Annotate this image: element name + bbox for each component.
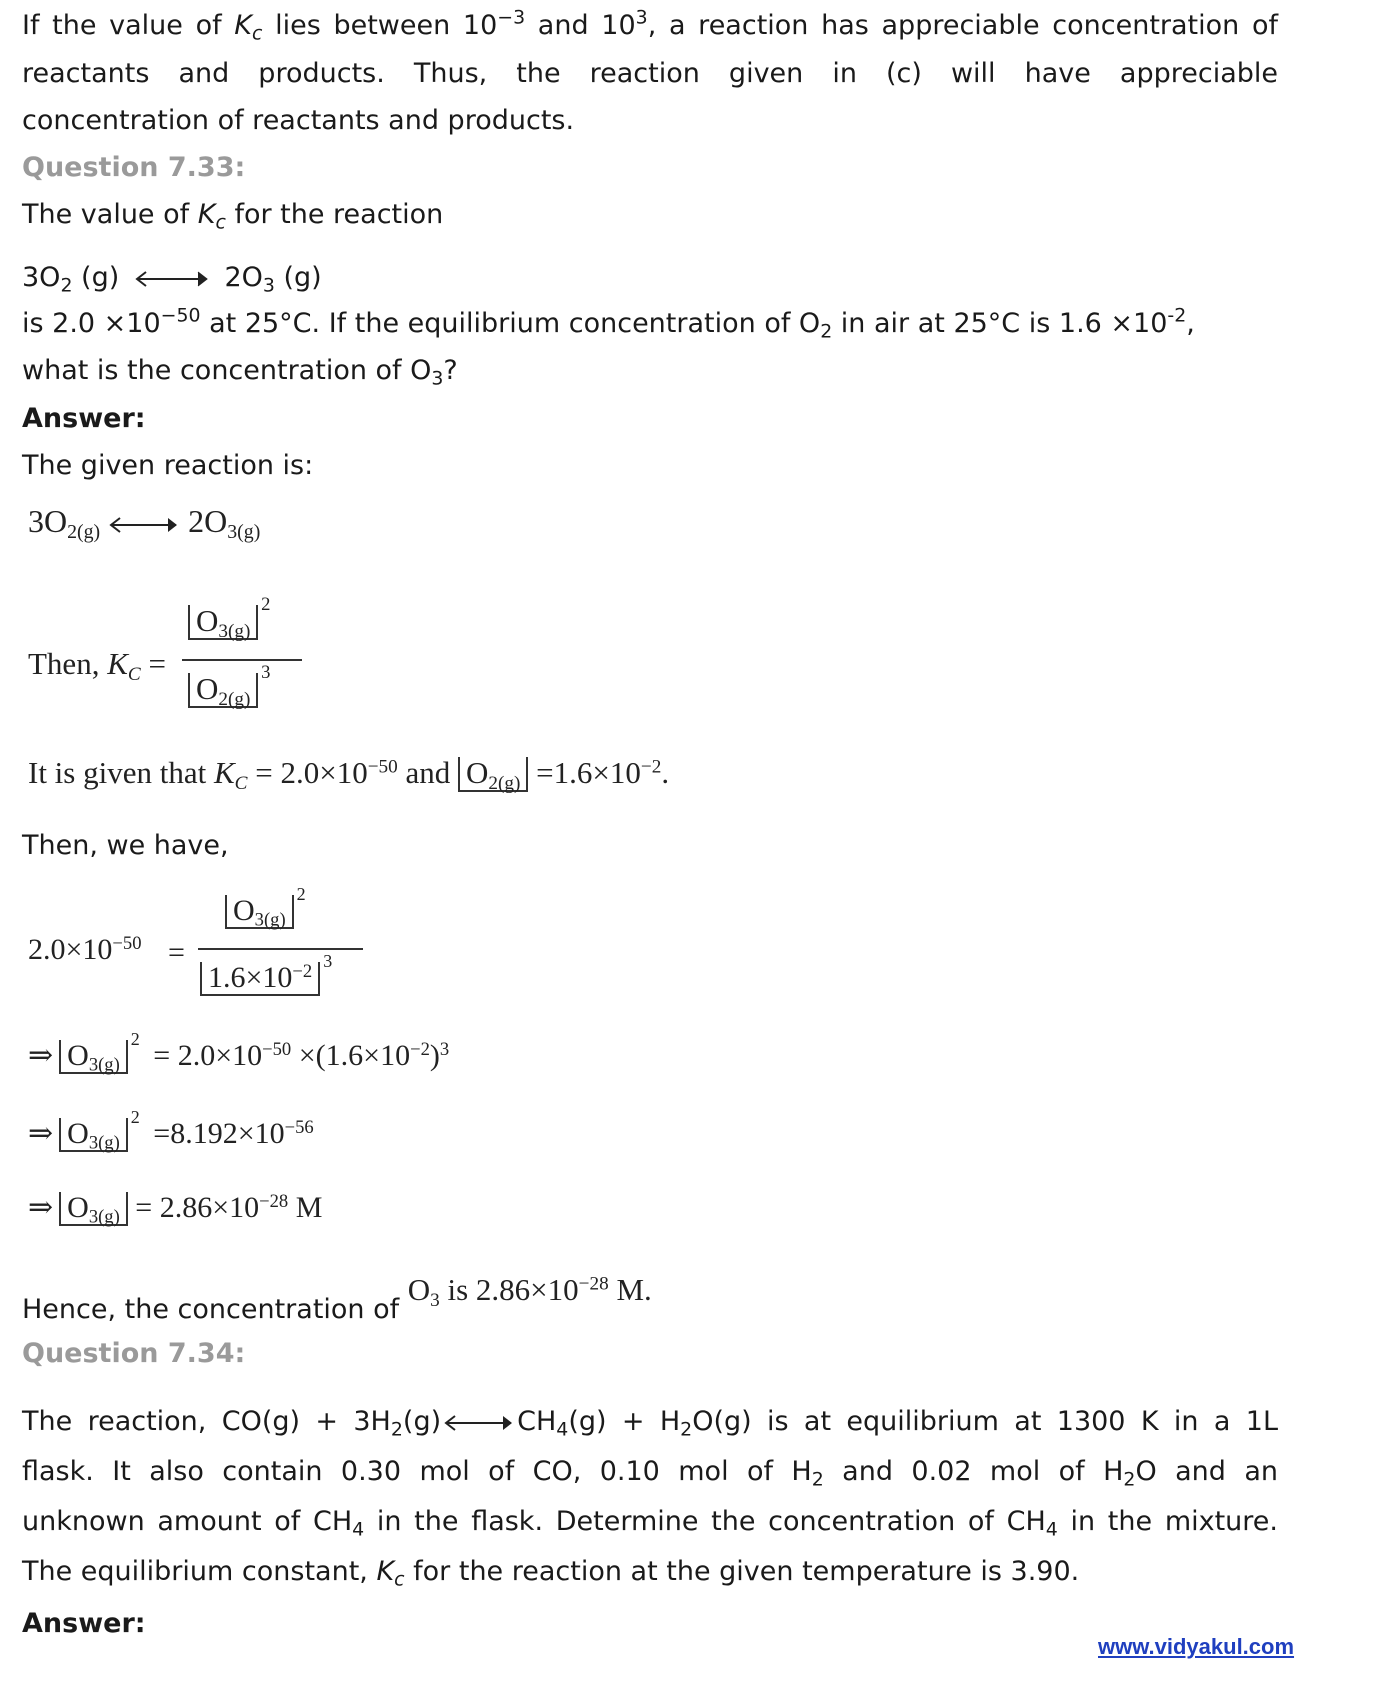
step1-lhs: $2.0\times 10^{-50}$ xyxy=(28,932,142,966)
question-heading: Question 7.33: xyxy=(22,152,246,183)
equilibrium-arrow-icon xyxy=(108,515,180,535)
step3: ⇒ $O_{3(g)}$ 2 $=8.192\times 10^{-56}$ xyxy=(28,1107,314,1154)
hence-conclusion: Hence, the concentration of $O_3$ is $2.86\times 10^{-28}$ M. xyxy=(22,1272,652,1325)
fraction-line xyxy=(182,659,302,661)
question-text-2: flask. It also contain 0.30 mol of CO, 0.10 mol of $H_2$ and 0.02 mol of $H_2O$ and an xyxy=(22,1456,1278,1491)
step1-denominator: $1.6\times 10^{-2}$ 3 xyxy=(200,962,320,996)
kc-denominator: $O_{2(g)}$ 3 xyxy=(188,673,258,708)
answer-label: Answer: xyxy=(22,403,146,434)
question-heading: Question 7.34: xyxy=(22,1338,246,1369)
kc-numerator: $O_{3(g)}$ 2 xyxy=(188,605,258,640)
question-text-3: what is the concentration of $O_3$? xyxy=(22,355,458,390)
step1-fraction-line xyxy=(198,948,363,950)
question-text-2: is $2.0 \times 10^{-50}$ at 25°C. If the equilibrium concentration of $O_2$ in air at 25°C is $1.6 \times 10^{-2}$, xyxy=(22,304,1195,343)
question-text-4: The equilibrium constant, $K_c$ for the reaction at the given temperature is 3.90. xyxy=(22,1556,1080,1591)
intro-line-3: concentration of reactants and products. xyxy=(22,105,575,136)
website-link[interactable]: www.vidyakul.com xyxy=(1098,1634,1295,1659)
step1-equals: = xyxy=(168,936,185,969)
answer-reaction-equation: $3O_{2(g)}$ $2O_{3(g)}$ xyxy=(28,503,261,543)
intro-line-1: If the value of $K_c$ lies between $10^{-3}$ and $10^3$, a reaction has appreciable concentration of xyxy=(22,6,1278,45)
step2: ⇒ $O_{3(g)}$ 2 = $2.0\times 10^{-50} \times(1.6\times 10^{-2})^3$ xyxy=(28,1029,450,1076)
answer-label: Answer: xyxy=(22,1608,146,1639)
step1-numerator: $O_{3(g)}$ 2 xyxy=(225,895,294,929)
question-text: The value of $K_c$ for the reaction xyxy=(22,199,444,234)
equilibrium-arrow-icon xyxy=(134,269,210,289)
footer-website-link[interactable] xyxy=(1098,1636,1294,1659)
kc-expression-label: Then, $K_C$ = xyxy=(28,646,166,685)
answer-given-reaction: The given reaction is: xyxy=(22,450,314,481)
question-text-3: unknown amount of $CH_4$ in the flask. Determine the concentration of $CH_4$ in the mixture. xyxy=(22,1506,1278,1541)
equilibrium-arrow-icon xyxy=(443,1413,515,1433)
then-we-have: Then, we have, xyxy=(22,830,229,861)
question-text: The reaction, $CO(g) + 3H_2(g) CH_4(g) + H_2O(g)$ is at equilibrium at 1300 K in a 1L xyxy=(22,1406,1278,1441)
step4: ⇒ $O_{3(g)} = 2.86\times 10^{-28}$ M xyxy=(28,1190,323,1228)
intro-line-2: reactants and products. Thus, the reaction given in (c) will have appreciable xyxy=(22,58,1278,89)
given-values: It is given that $K_C = 2.0\times 10^{-50}$ and $O_{2(g)} =1.6\times 10^{-2}$. xyxy=(28,755,670,794)
question-reaction: $3O_2$ (g) $2O_3$ (g) xyxy=(22,262,322,297)
